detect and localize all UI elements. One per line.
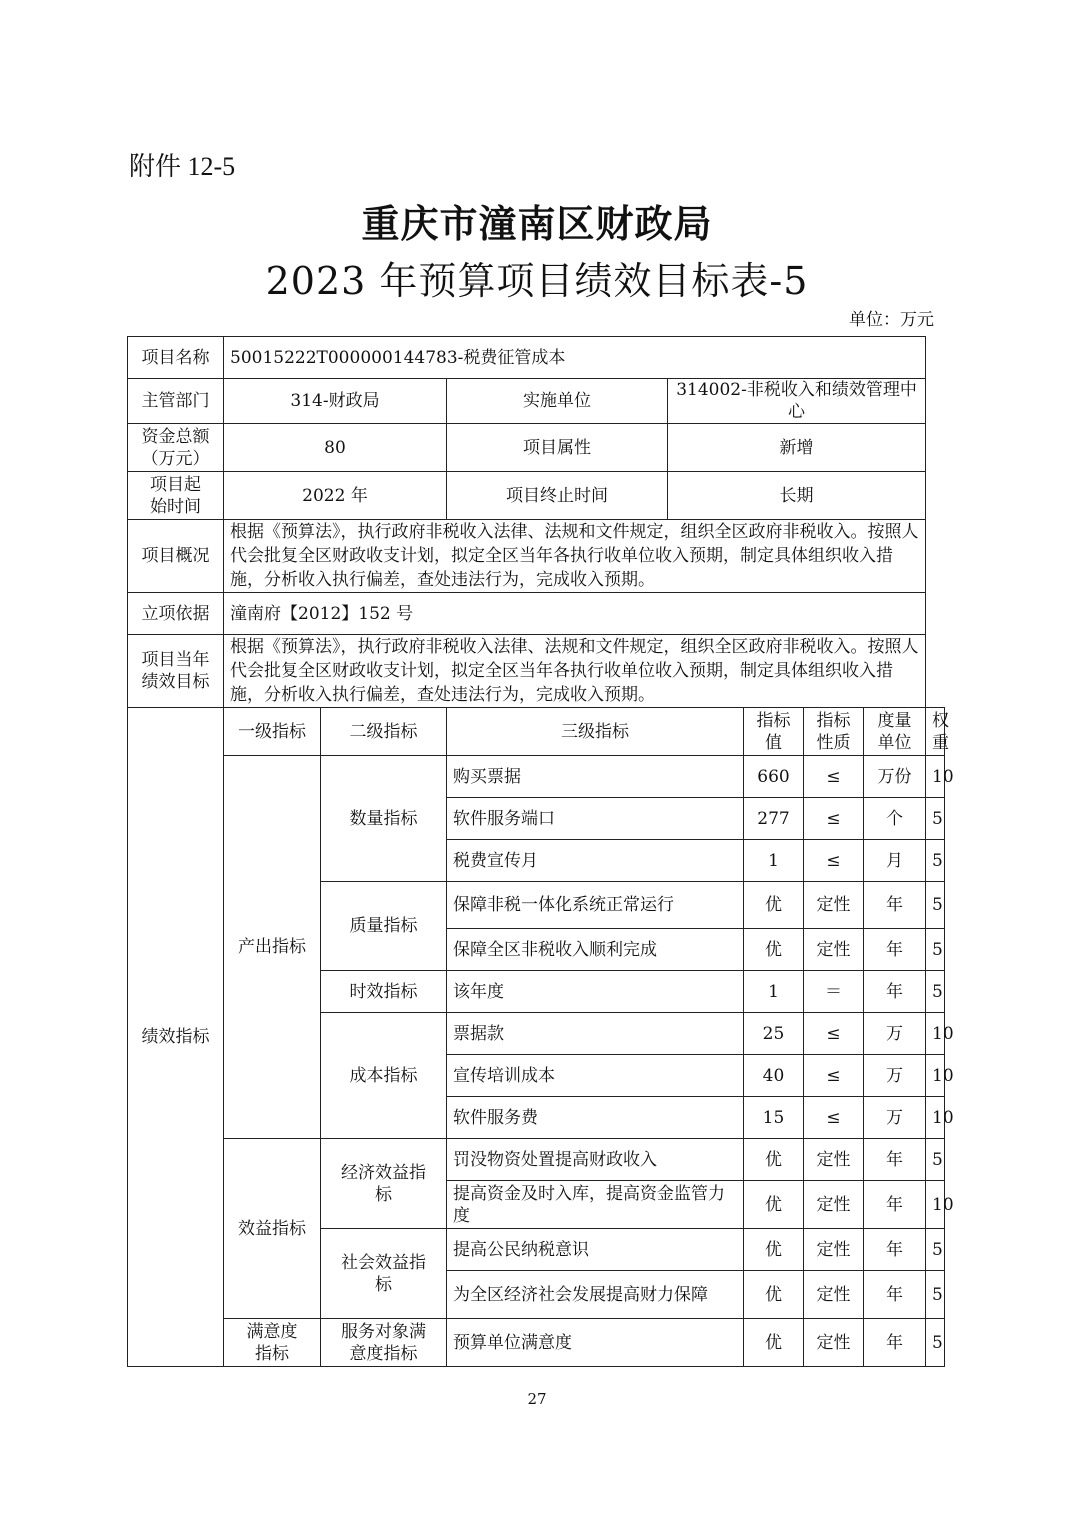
indicator-nature: ≤ bbox=[804, 1097, 864, 1139]
indicator-unit: 万份 bbox=[864, 756, 926, 798]
indicator-value: 15 bbox=[744, 1097, 804, 1139]
attr-value: 新增 bbox=[668, 424, 926, 472]
indicator-nature: 定性 bbox=[804, 1271, 864, 1319]
indicator-name: 罚没物资处置提高财政收入 bbox=[447, 1139, 744, 1181]
row-fund bbox=[128, 424, 945, 472]
indicator-unit: 万 bbox=[864, 1097, 926, 1139]
indicator-name: 软件服务端口 bbox=[447, 798, 744, 840]
overview-text: 根据《预算法》，执行政府非税收入法律、法规和文件规定，组织全区政府非税收入。按照人代会批复全区财政收支计划，拟定全区当年各执行收单位收入预期，制定具体组织收入措施，分析收入执行偏差，查处违法行为，完成收入预期。 bbox=[224, 520, 926, 593]
indicator-nature: ≤ bbox=[804, 1055, 864, 1097]
indicator-unit: 个 bbox=[864, 798, 926, 840]
row-overview bbox=[128, 520, 945, 593]
header-level1: 一级指标 bbox=[224, 708, 321, 756]
indicator-weight: 10 bbox=[926, 756, 945, 798]
indicator-unit: 万 bbox=[864, 1013, 926, 1055]
goal-label: 项目当年绩效目标 bbox=[128, 635, 224, 708]
header-level3: 三级指标 bbox=[447, 708, 744, 756]
indicator-weight: 5 bbox=[926, 929, 945, 971]
indicator-value: 660 bbox=[744, 756, 804, 798]
indicator-name: 宣传培训成本 bbox=[447, 1055, 744, 1097]
header-weight: 权重 bbox=[926, 708, 945, 756]
indicator-unit: 月 bbox=[864, 840, 926, 882]
level2-quantity: 数量指标 bbox=[321, 756, 447, 882]
header-unit: 度量单位 bbox=[864, 708, 926, 756]
indicator-name: 税费宣传月 bbox=[447, 840, 744, 882]
indicator-name: 保障非税一体化系统正常运行 bbox=[447, 882, 744, 929]
indicator-unit: 年 bbox=[864, 1229, 926, 1271]
indicator-value: 优 bbox=[744, 929, 804, 971]
indicator-unit: 年 bbox=[864, 1319, 926, 1367]
indicator-value: 1 bbox=[744, 840, 804, 882]
impl-label: 实施单位 bbox=[447, 379, 668, 424]
indicator-nature: 定性 bbox=[804, 1139, 864, 1181]
level2-quality: 质量指标 bbox=[321, 882, 447, 971]
indicator-value: 优 bbox=[744, 1181, 804, 1229]
page-number: 27 bbox=[527, 1390, 547, 1408]
indicator-nature: 定性 bbox=[804, 1181, 864, 1229]
indicator-nature: ≤ bbox=[804, 756, 864, 798]
indicator-name: 提高公民纳税意识 bbox=[447, 1229, 744, 1271]
table-row bbox=[128, 756, 945, 798]
indicator-name: 预算单位满意度 bbox=[447, 1319, 744, 1367]
indicator-name: 该年度 bbox=[447, 971, 744, 1013]
indicator-value: 优 bbox=[744, 1319, 804, 1367]
indicator-nature: 定性 bbox=[804, 929, 864, 971]
header-nature: 指标性质 bbox=[804, 708, 864, 756]
table-row bbox=[128, 1319, 945, 1367]
perf-header-row bbox=[128, 708, 945, 756]
level2-timeliness: 时效指标 bbox=[321, 971, 447, 1013]
unit-label: 单位：万元 bbox=[849, 310, 934, 330]
indicator-unit: 万 bbox=[864, 1055, 926, 1097]
indicator-name: 票据款 bbox=[447, 1013, 744, 1055]
fund-label: 资金总额（万元） bbox=[128, 424, 224, 472]
indicator-nature: 定性 bbox=[804, 1319, 864, 1367]
level2-service-satisfaction: 服务对象满意度指标 bbox=[321, 1319, 447, 1367]
level1-output: 产出指标 bbox=[224, 756, 321, 1139]
indicator-nature: ≤ bbox=[804, 798, 864, 840]
indicator-value: 40 bbox=[744, 1055, 804, 1097]
indicator-weight: 10 bbox=[926, 1097, 945, 1139]
indicator-name: 提高资金及时入库，提高资金监管力度 bbox=[447, 1181, 744, 1229]
row-project-name bbox=[128, 337, 945, 379]
indicator-nature: ≤ bbox=[804, 1013, 864, 1055]
perf-label: 绩效指标 bbox=[128, 708, 224, 1367]
indicator-weight: 5 bbox=[926, 840, 945, 882]
level1-satisfaction: 满意度指标 bbox=[224, 1319, 321, 1367]
indicator-name: 购买票据 bbox=[447, 756, 744, 798]
overview-label: 项目概况 bbox=[128, 520, 224, 593]
attachment-label: 附件 12-5 bbox=[129, 152, 236, 181]
performance-target-table bbox=[127, 336, 954, 1367]
indicator-weight: 10 bbox=[926, 1055, 945, 1097]
level1-benefit: 效益指标 bbox=[224, 1139, 321, 1319]
dept-label: 主管部门 bbox=[128, 379, 224, 424]
indicator-weight: 10 bbox=[926, 1181, 945, 1229]
impl-value: 314002-非税收入和绩效管理中心 bbox=[668, 379, 926, 424]
indicator-weight: 5 bbox=[926, 1319, 945, 1367]
header-value: 指标值 bbox=[744, 708, 804, 756]
indicator-weight: 5 bbox=[926, 882, 945, 929]
indicator-nature: ≤ bbox=[804, 840, 864, 882]
row-goal bbox=[128, 635, 945, 708]
project-name-label: 项目名称 bbox=[128, 337, 224, 379]
indicator-value: 1 bbox=[744, 971, 804, 1013]
indicator-weight: 10 bbox=[926, 1013, 945, 1055]
level2-economic: 经济效益指标 bbox=[321, 1139, 447, 1229]
indicator-value: 优 bbox=[744, 1229, 804, 1271]
basis-value: 潼南府【2012】152 号 bbox=[224, 593, 926, 635]
indicator-unit: 年 bbox=[864, 929, 926, 971]
indicator-unit: 年 bbox=[864, 1271, 926, 1319]
row-department bbox=[128, 379, 945, 424]
row-basis bbox=[128, 593, 945, 635]
indicator-unit: 年 bbox=[864, 1181, 926, 1229]
dept-value: 314-财政局 bbox=[224, 379, 447, 424]
indicator-unit: 年 bbox=[864, 1139, 926, 1181]
indicator-weight: 5 bbox=[926, 1139, 945, 1181]
level2-cost: 成本指标 bbox=[321, 1013, 447, 1139]
start-value: 2022 年 bbox=[224, 472, 447, 520]
indicator-value: 25 bbox=[744, 1013, 804, 1055]
indicator-weight: 5 bbox=[926, 971, 945, 1013]
level2-social: 社会效益指标 bbox=[321, 1229, 447, 1319]
header-level2: 二级指标 bbox=[321, 708, 447, 756]
indicator-nature: 定性 bbox=[804, 882, 864, 929]
row-period bbox=[128, 472, 945, 520]
indicator-weight: 5 bbox=[926, 1229, 945, 1271]
indicator-weight: 5 bbox=[926, 1271, 945, 1319]
attr-label: 项目属性 bbox=[447, 424, 668, 472]
goal-text: 根据《预算法》，执行政府非税收入法律、法规和文件规定，组织全区政府非税收入。按照人代会批复全区财政收支计划，拟定全区当年各执行收单位收入预期，制定具体组织收入措施，分析收入执行偏差，查处违法行为，完成收入预期。 bbox=[224, 635, 926, 708]
indicator-value: 277 bbox=[744, 798, 804, 840]
indicator-weight: 5 bbox=[926, 798, 945, 840]
start-label: 项目起始时间 bbox=[128, 472, 224, 520]
end-label: 项目终止时间 bbox=[447, 472, 668, 520]
indicator-value: 优 bbox=[744, 1139, 804, 1181]
title-line-2: 2023 年预算项目绩效目标表-5 bbox=[265, 259, 809, 303]
fund-value: 80 bbox=[224, 424, 447, 472]
project-name-value: 50015222T000000144783-税费征管成本 bbox=[224, 337, 926, 379]
indicator-nature: ＝ bbox=[804, 971, 864, 1013]
table-row bbox=[128, 1139, 945, 1181]
indicator-name: 保障全区非税收入顺利完成 bbox=[447, 929, 744, 971]
indicator-value: 优 bbox=[744, 1271, 804, 1319]
basis-label: 立项依据 bbox=[128, 593, 224, 635]
indicator-name: 软件服务费 bbox=[447, 1097, 744, 1139]
indicator-name: 为全区经济社会发展提高财力保障 bbox=[447, 1271, 744, 1319]
title-line-1: 重庆市潼南区财政局 bbox=[361, 202, 713, 246]
indicator-unit: 年 bbox=[864, 882, 926, 929]
indicator-unit: 年 bbox=[864, 971, 926, 1013]
indicator-nature: 定性 bbox=[804, 1229, 864, 1271]
indicator-value: 优 bbox=[744, 882, 804, 929]
end-value: 长期 bbox=[668, 472, 926, 520]
